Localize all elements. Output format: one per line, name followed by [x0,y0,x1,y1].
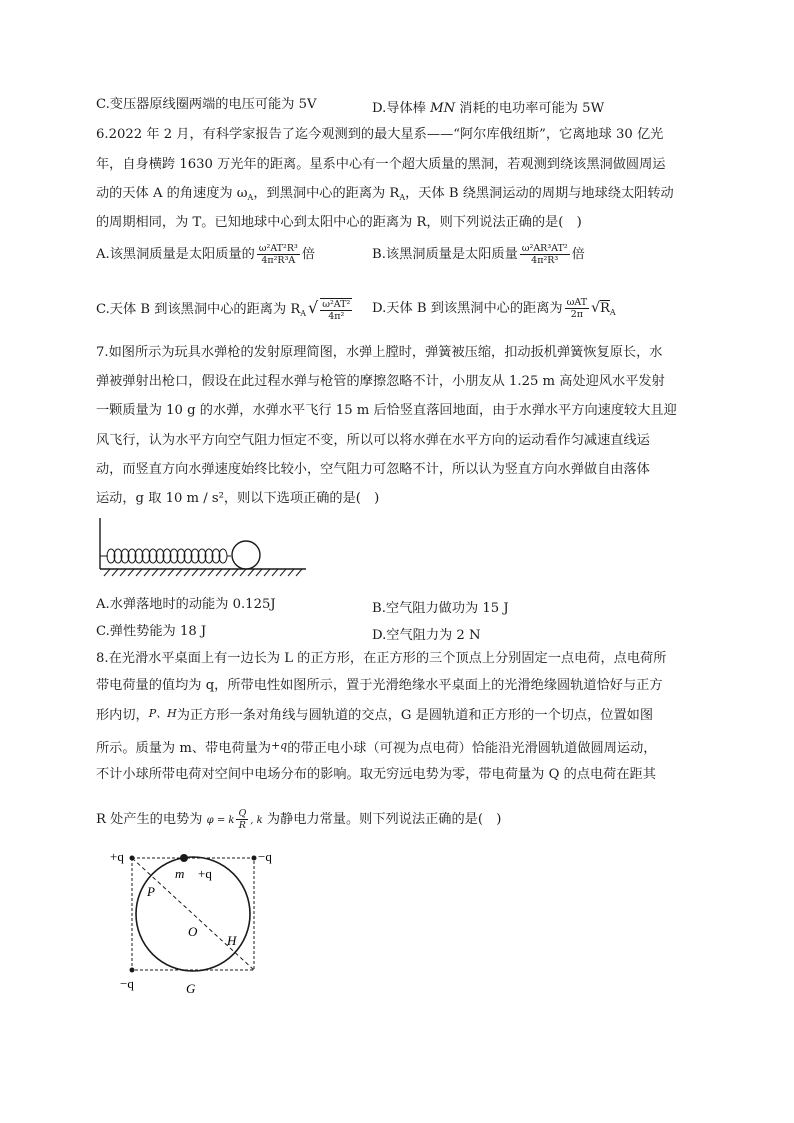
label-bl-charge: −q [120,976,134,991]
label-P: P [147,884,155,899]
q6-opt-b-post: 倍 [571,247,585,262]
q6-opt-c-den: 4π² [328,310,345,322]
q6-l3b-sub: A [399,193,406,202]
q6-l3b: ，到黑洞中心的距离为 R [253,186,400,201]
q8-l4a: 所示。质量为 m、带电荷量为 [96,741,271,756]
label-ball-charge: +q [198,866,212,881]
q6-opt-a-pre: A.该黑洞质量是太阳质量的 [96,247,255,262]
small-ball [180,854,188,862]
q6-opt-c-num: ω²AT² [322,298,351,310]
q6-option-d [372,296,616,325]
q6-opt-d-root-sign: √ [591,300,600,316]
q6-opt-d-root-sub: A [609,308,616,317]
q8-square-circle-figure [110,848,290,998]
q6-l3a: 动的天体 A 的角速度为 ω [96,186,248,201]
q7-line-6: 运动，g 取 10 m / s²，则以下选项正确的是( ) [96,491,380,506]
q7-line-5: 动，而竖直方向水弹速度始终比较小，空气阻力可忽略不计，所以认为竖直方向水弹做自由落体 [96,462,650,477]
q6-opt-a-den: 4π²R³A [261,255,296,266]
q8-l6-formula-num: Q [238,808,247,819]
q8-line-1: 8.在光滑水平桌面上有一边长为 L 的正方形，在正方形的三个顶点上分别固定一点电荷，点电荷所 [96,651,667,666]
q6-line-2: 年，自身横跨 1630 万光年的距离。星系中心有一个超大质量的黑洞，若观测到绕该黑洞做圆周运 [96,157,666,172]
q8-line-3 [96,706,653,724]
q6-opt-d-num: ωAT [566,297,588,308]
q7-option-d: D.空气阻力为 2 N [372,628,481,643]
q8-line-5: 不计小球所带电荷对空间中电场分布的影响。取无穷远电势为零，带电荷量为 Q 的点电荷在距其 [96,767,656,782]
q7-option-a: A.水弹落地时的动能为 0.125J [96,597,276,612]
q8-l3b: P、H [148,707,177,720]
q8-l6a: R 处产生的电势为 [96,812,203,827]
q8-line-2: 带电荷量的值均为 q，所带电性如图所示，置于光滑绝缘水平桌面上的光滑绝缘圆轨道恰好与正方 [96,678,663,693]
label-tl-charge: +q [110,849,124,864]
label-H: H [227,933,237,948]
q5-option-d [372,97,604,116]
q7-spring-gun-figure [96,514,316,584]
q6-opt-d-fraction [565,297,589,320]
q6-line-3 [96,186,674,206]
label-tr-charge: −q [258,849,272,864]
q7-line-3: 一颗质量为 10 g 的水弹，水弹水平飞行 15 m 后恰竖直落回地面，由于水弹水平方向速度较大且迎 [96,403,677,418]
q6-opt-d-den: 2π [570,309,583,320]
q6-opt-a-post: 倍 [301,247,315,262]
q6-l3a-sub: A [247,193,254,202]
charge-top-left [130,856,135,861]
q6-cube-root-sign: √ [308,298,319,317]
q5-option-d-pre: D.导体棒 [372,101,431,116]
q6-option-a [96,243,315,267]
ground-hatch [104,569,302,576]
q6-opt-b-den: 4π²R³ [531,255,559,266]
q7-line-2: 弹被弹射出枪口，假设在此过程水弹与枪管的摩擦忽略不计，小朋友从 1.25 m 高处迎风水平发射 [96,374,665,389]
diagonal [132,858,254,970]
q8-l4c: 的带正电小球（可视为点电荷）恰能沿光滑圆轨道做圆周运动， [287,741,657,756]
q6-line-4: 的周期相同，为 T。已知地球中心到太阳中心的距离为 R，则下列说法正确的是( ) [96,215,582,230]
q6-l3c: ，天体 B 绕黑洞运动的周期与地球绕太阳转动 [405,186,674,201]
q7-option-b: B.空气阻力做功为 15 J [372,601,509,616]
q8-l6-formula-pre: φ = k [206,815,235,826]
q5-option-c: C.变压器原线圈两端的电压可能为 5V [96,97,317,112]
q5-option-d-var: MN [430,101,456,116]
q8-l3a: 形内切， [96,708,149,723]
q6-opt-c-fraction [320,298,352,322]
charge-bottom-left [130,968,135,973]
label-G: G [186,981,196,996]
q8-l6-formula-post: , k [250,815,263,826]
q6-opt-b-pre: B.该黑洞质量是太阳质量 [372,247,518,262]
q6-option-c [96,296,354,326]
spring [100,549,231,563]
q6-opt-c-sub: A [300,309,307,318]
q5-option-d-post: 消耗的电功率可能为 5W [455,101,605,116]
q6-opt-d-root: R [599,301,610,316]
q6-option-b [372,243,585,267]
q6-opt-b-num: ω²AR³AT² [521,243,568,254]
water-bullet [232,541,260,569]
q6-opt-a-num: ω²AT²R³ [258,243,298,254]
q8-l6-formula-den: R [238,820,246,831]
q7-option-c: C.弹性势能为 18 J [96,624,207,639]
q8-l3c: 为正方形一条对角线与圆轨道的交点，G 是圆轨道和正方形的一个切点，位置如图 [176,708,654,723]
q6-opt-d-pre: D.天体 B 到该黑洞中心的距离为 [372,301,563,316]
q7-line-1: 7.如图所示为玩具水弹枪的发射原理简图，水弹上膛时，弹簧被压缩，扣动扳机弹簧恢复原长，水 [96,345,663,360]
q8-line-4 [96,738,656,757]
q6-line-1: 6.2022 年 2 月，有科学家报告了迄今观测到的最大星系——“阿尔库俄纽斯”，它离地球 30 亿光 [96,127,664,142]
q8-line-6 [96,805,501,836]
label-O: O [188,924,198,939]
q6-opt-b-fraction [520,243,570,266]
q8-l6b: 为静电力常量。则下列说法正确的是( ) [266,812,502,827]
circular-track [136,857,250,971]
q7-line-4: 风飞行，认为水平方向空气阻力恒定不变，所以可以将水弹在水平方向的运动看作匀减速直线运 [96,433,650,448]
label-m: m [175,866,185,881]
q8-l4b: +q [270,739,288,752]
q6-opt-c-pre: C.天体 B 到该黑洞中心的距离为 R [96,302,301,317]
q6-opt-a-fraction [257,243,300,266]
charge-top-right [252,856,257,861]
q8-l6-formula-fraction [236,808,248,831]
